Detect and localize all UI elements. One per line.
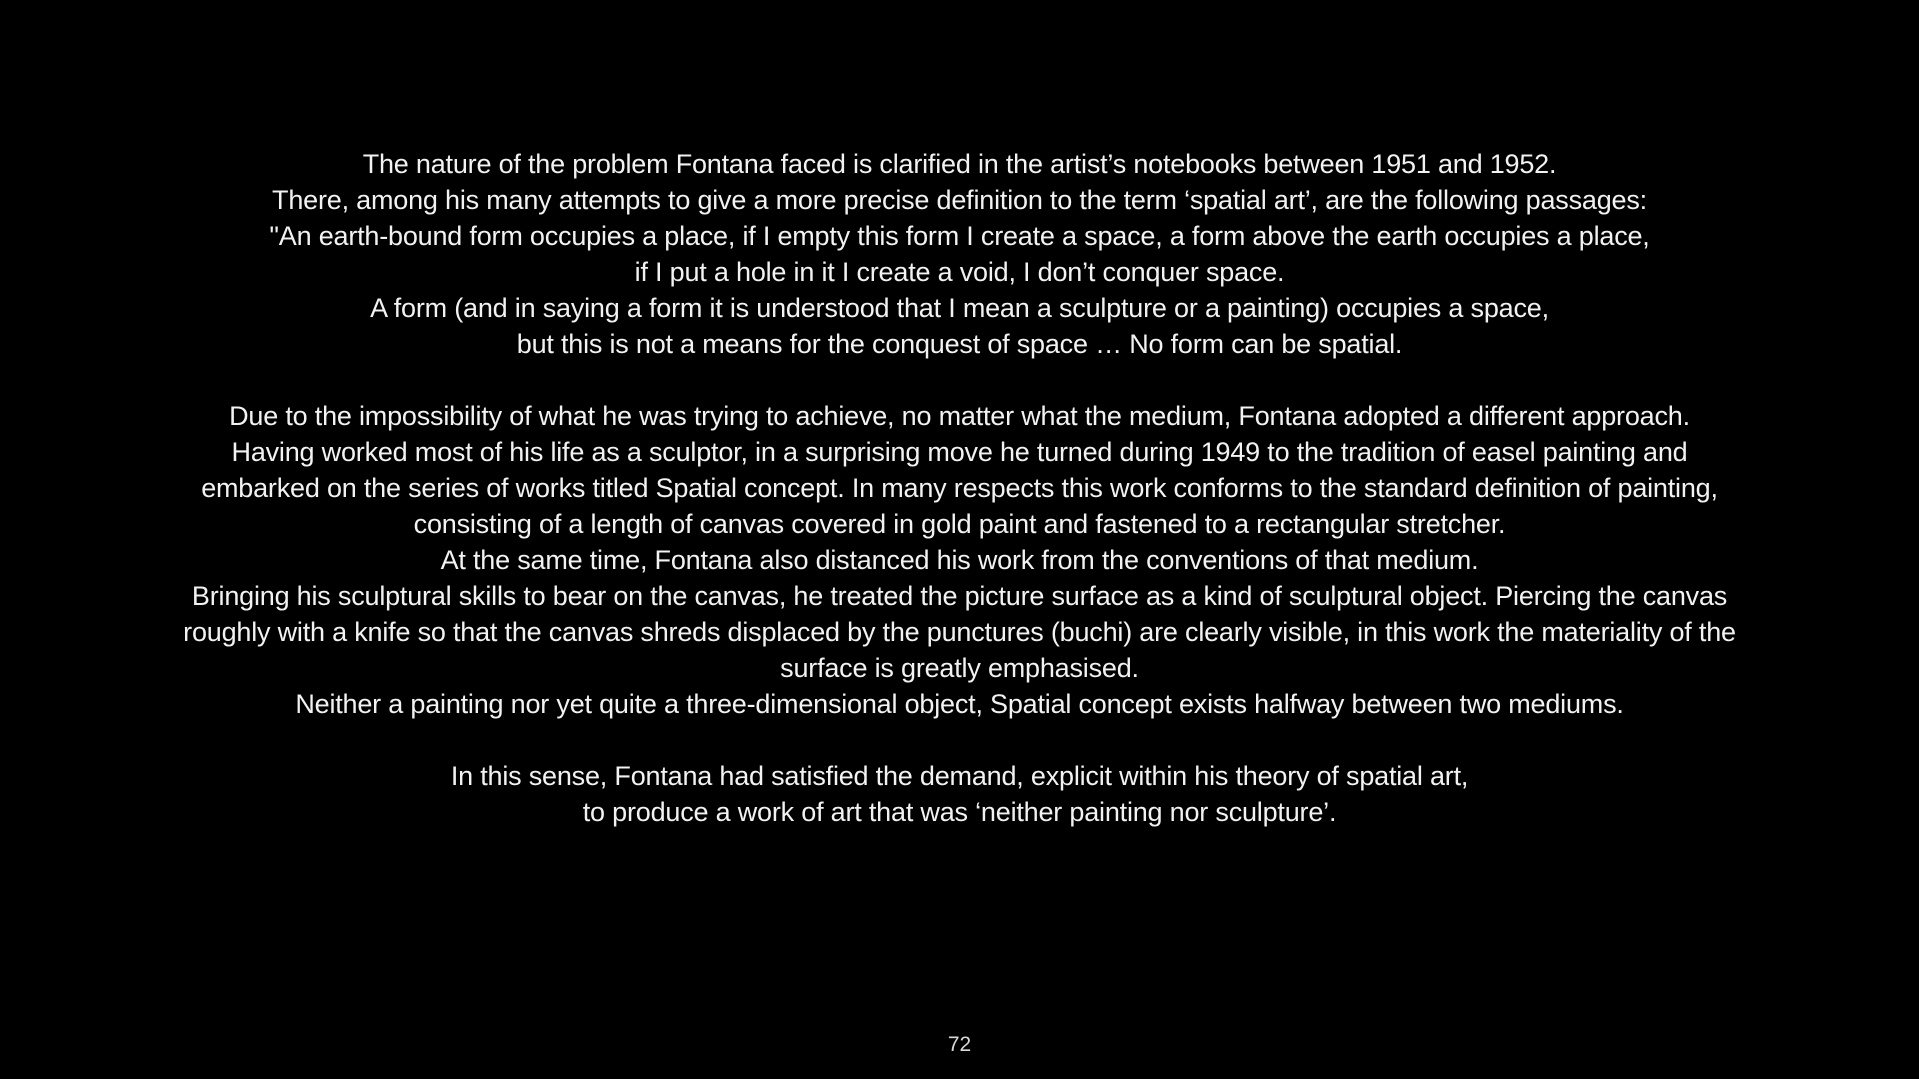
- text-line: consisting of a length of canvas covered in gold paint and fastened to a rectangular stretcher.: [413, 509, 1506, 539]
- text-line: A form (and in saying a form it is understood that I mean a sculpture or a painting) occupies a space,: [370, 293, 1549, 323]
- text-line: Due to the impossibility of what he was trying to achieve, no matter what the medium, Fontana adopted a different approach.: [229, 401, 1690, 431]
- text-line: embarked on the series of works titled Spatial concept. In many respects this work conforms to the standard definition of painting,: [201, 473, 1718, 503]
- text-line: In this sense, Fontana had satisfied the demand, explicit within his theory of spatial art,: [450, 761, 1469, 791]
- text-line: Neither a painting nor yet quite a three-dimensional object, Spatial concept exists halfway between two mediums.: [295, 689, 1624, 719]
- page-number: 72: [947, 1033, 972, 1056]
- paragraph-conclusion: [0, 758, 1919, 830]
- slide-body-text: [0, 146, 1919, 830]
- text-line: At the same time, Fontana also distanced his work from the conventions of that medium.: [440, 545, 1479, 575]
- text-line: Having worked most of his life as a sculptor, in a surprising move he turned during 1949 to the tradition of easel painting and: [231, 437, 1688, 467]
- paragraph-different-approach: [0, 398, 1919, 722]
- text-line: surface is greatly emphasised.: [780, 653, 1139, 683]
- text-line: to produce a work of art that was ‘neither painting nor sculpture’.: [582, 797, 1337, 827]
- text-line: if I put a hole in it I create a void, I don’t conquer space.: [634, 257, 1285, 287]
- text-line: but this is not a means for the conquest of space … No form can be spatial.: [516, 329, 1403, 359]
- text-line: Bringing his sculptural skills to bear on the canvas, he treated the picture surface as a kind of sculptural object. Piercing the canvas: [191, 581, 1728, 611]
- text-line: "An earth-bound form occupies a place, if I empty this form I create a space, a form above the earth occupies a place,: [269, 221, 1650, 251]
- paragraph-spacer: [0, 722, 1919, 758]
- paragraph-notebooks-quote: [0, 146, 1919, 362]
- text-line: The nature of the problem Fontana faced is clarified in the artist’s notebooks between 1951 and 1952.: [362, 149, 1557, 179]
- paragraph-spacer: [0, 362, 1919, 398]
- text-line: roughly with a knife so that the canvas shreds displaced by the punctures (buchi) are clearly visible, in this work the materiality of the: [183, 617, 1736, 647]
- text-line: There, among his many attempts to give a more precise definition to the term ‘spatial art’, are the following passages:: [272, 185, 1647, 215]
